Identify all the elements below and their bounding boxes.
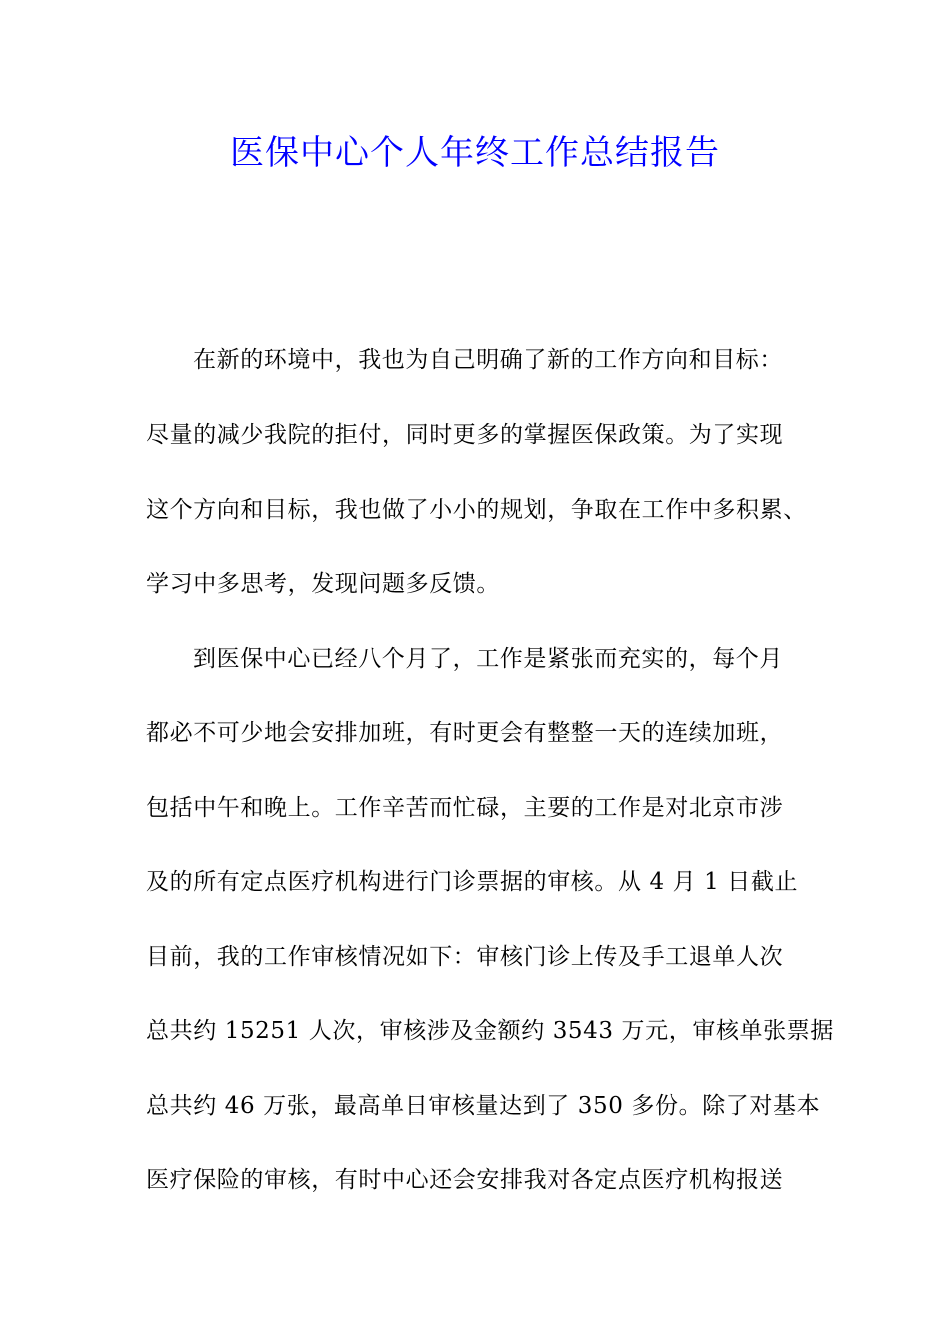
paragraph-line: 及的所有定点医疗机构进行门诊票据的审核。从 4 月 1 日截止: [146, 869, 799, 895]
paragraph-line: 在新的环境中，我也为自己明确了新的工作方向和目标：: [193, 347, 783, 373]
paragraph-line: 学习中多思考，发现问题多反馈。: [146, 571, 500, 597]
paragraph-line: 总共约 46 万张，最高单日审核量达到了 350 多份。除了对基本: [146, 1093, 821, 1119]
paragraph-line: 目前，我的工作审核情况如下：审核门诊上传及手工退单人次: [146, 944, 784, 970]
paragraph-line: 医疗保险的审核，有时中心还会安排我对各定点医疗机构报送: [146, 1167, 784, 1193]
paragraph-line: 包括中午和晚上。工作辛苦而忙碌，主要的工作是对北京市涉: [146, 795, 784, 821]
paragraph-line: 这个方向和目标，我也做了小小的规划，争取在工作中多积累、: [146, 497, 807, 523]
paragraph-line: 都必不可少地会安排加班，有时更会有整整一天的连续加班，: [146, 720, 784, 746]
paragraph-line: 总共约 15251 人次，审核涉及金额约 3543 万元，审核单张票据: [146, 1018, 834, 1044]
paragraph-line: 尽量的减少我院的拒付，同时更多的掌握医保政策。为了实现: [146, 422, 784, 448]
document-title: 医保中心个人年终工作总结报告: [230, 133, 720, 173]
paragraph-line: 到医保中心已经八个月了，工作是紧张而充实的，每个月: [193, 646, 783, 672]
